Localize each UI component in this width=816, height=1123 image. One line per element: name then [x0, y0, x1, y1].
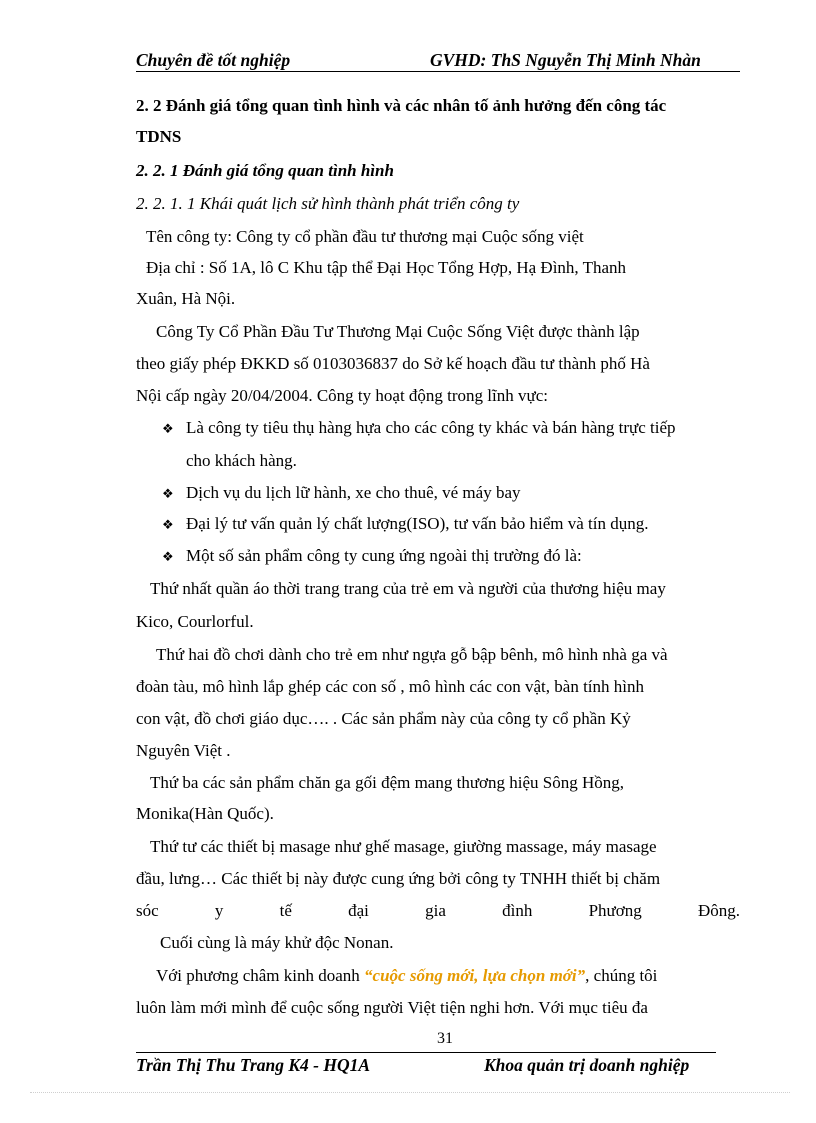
- second-product-line: Thứ hai đồ chơi dành cho trẻ em như ngựa gỗ bập bênh, mô hình nhà ga và: [156, 645, 668, 664]
- motto-suffix: , chúng tôi: [585, 966, 658, 985]
- first-product-line: Kico, Courlorful.: [136, 612, 254, 631]
- first-product-line: Thứ nhất quần áo thời trang trang của trẻ em và người của thương hiệu may: [150, 579, 666, 598]
- intro-line: theo giấy phép ĐKKD số 0103036837 do Sở kế hoạch đầu tư thành phố Hà: [136, 354, 650, 373]
- footer-left: Trần Thị Thu Trang K4 - HQ1A: [136, 1055, 371, 1075]
- second-product-line: Nguyên Việt .: [136, 741, 231, 760]
- address-line: Địa chỉ : Số 1A, lô C Khu tập thể Đại Học Tổng Hợp, Hạ Đình, Thanh: [146, 258, 627, 277]
- fourth-product-line: Thứ tư các thiết bị masage như ghế masage, giường massage, máy masage: [150, 837, 657, 856]
- second-product-line: đoàn tàu, mô hình lắp ghép các con số , mô hình các con vật, bàn tính hình: [136, 677, 644, 696]
- bullet-item: Dịch vụ du lịch lữ hành, xe cho thuê, vé máy bay: [186, 483, 521, 502]
- subsubheading: 2. 2. 1. 1 Khái quát lịch sử hình thành phát triển công ty: [136, 194, 520, 213]
- third-product-line: Monika(Hàn Quốc).: [136, 804, 274, 823]
- diamond-bullet-icon: ❖: [162, 549, 174, 564]
- company-name: Tên công ty: Công ty cổ phần đầu tư thương mại Cuộc sống việt: [146, 227, 584, 246]
- fourth-product-line: sóc y tế đại gia đình Phương Đông.: [136, 901, 740, 920]
- section-heading-cont: TDNS: [136, 127, 182, 146]
- page-number: 31: [437, 1030, 453, 1047]
- header-right: GVHD: ThS Nguyễn Thị Minh Nhàn: [430, 50, 701, 70]
- section-heading: 2. 2 Đánh giá tổng quan tình hình và các nhân tố ảnh hưởng đến công tác: [136, 96, 667, 115]
- page-edge-dotted-line: [30, 1092, 790, 1093]
- motto-line: [156, 966, 657, 986]
- third-product-line: Thứ ba các sản phẩm chăn ga gối đệm mang thương hiệu Sông Hồng,: [150, 773, 625, 792]
- footer-right: Khoa quản trị doanh nghiệp: [484, 1055, 690, 1075]
- header-rule: [136, 71, 740, 72]
- address-line: Xuân, Hà Nội.: [136, 289, 236, 308]
- motto-prefix: Với phương châm kinh doanh: [156, 966, 365, 985]
- footer-rule: [136, 1052, 716, 1053]
- diamond-bullet-icon: ❖: [162, 517, 174, 532]
- header-left: Chuyên đề tốt nghiệp: [136, 50, 291, 70]
- bullet-item: Đại lý tư vấn quản lý chất lượng(ISO), tư vấn bảo hiểm và tín dụng.: [186, 514, 649, 533]
- diamond-bullet-icon: ❖: [162, 421, 174, 436]
- intro-line: Nội cấp ngày 20/04/2004. Công ty hoạt động trong lĩnh vực:: [136, 386, 548, 405]
- motto-line-cont: luôn làm mới mình để cuộc sống người Việt tiện nghi hơn. Với mục tiêu đa: [136, 998, 648, 1017]
- fourth-product-line: đầu, lưng… Các thiết bị này được cung ứng bởi công ty TNHH thiết bị chăm: [136, 869, 661, 888]
- bullet-item: Là công ty tiêu thụ hàng hựa cho các công ty khác và bán hàng trực tiếp: [186, 418, 676, 437]
- bullet-item: Một số sản phẩm công ty cung ứng ngoài thị trường đó là:: [186, 546, 582, 565]
- intro-line: Công Ty Cổ Phần Đầu Tư Thương Mại Cuộc Sống Việt được thành lập: [156, 322, 640, 341]
- bullet-item-cont: cho khách hàng.: [186, 451, 297, 470]
- diamond-bullet-icon: ❖: [162, 486, 174, 501]
- last-product-line: Cuối cùng là máy khử độc Nonan.: [160, 933, 394, 952]
- subheading: 2. 2. 1 Đánh giá tổng quan tình hình: [136, 161, 394, 180]
- motto-slogan: “cuộc sống mới, lựa chọn mới”: [364, 966, 586, 985]
- second-product-line: con vật, đồ chơi giáo dục…. . Các sản phẩm này của công ty cổ phần Kỷ: [136, 709, 631, 728]
